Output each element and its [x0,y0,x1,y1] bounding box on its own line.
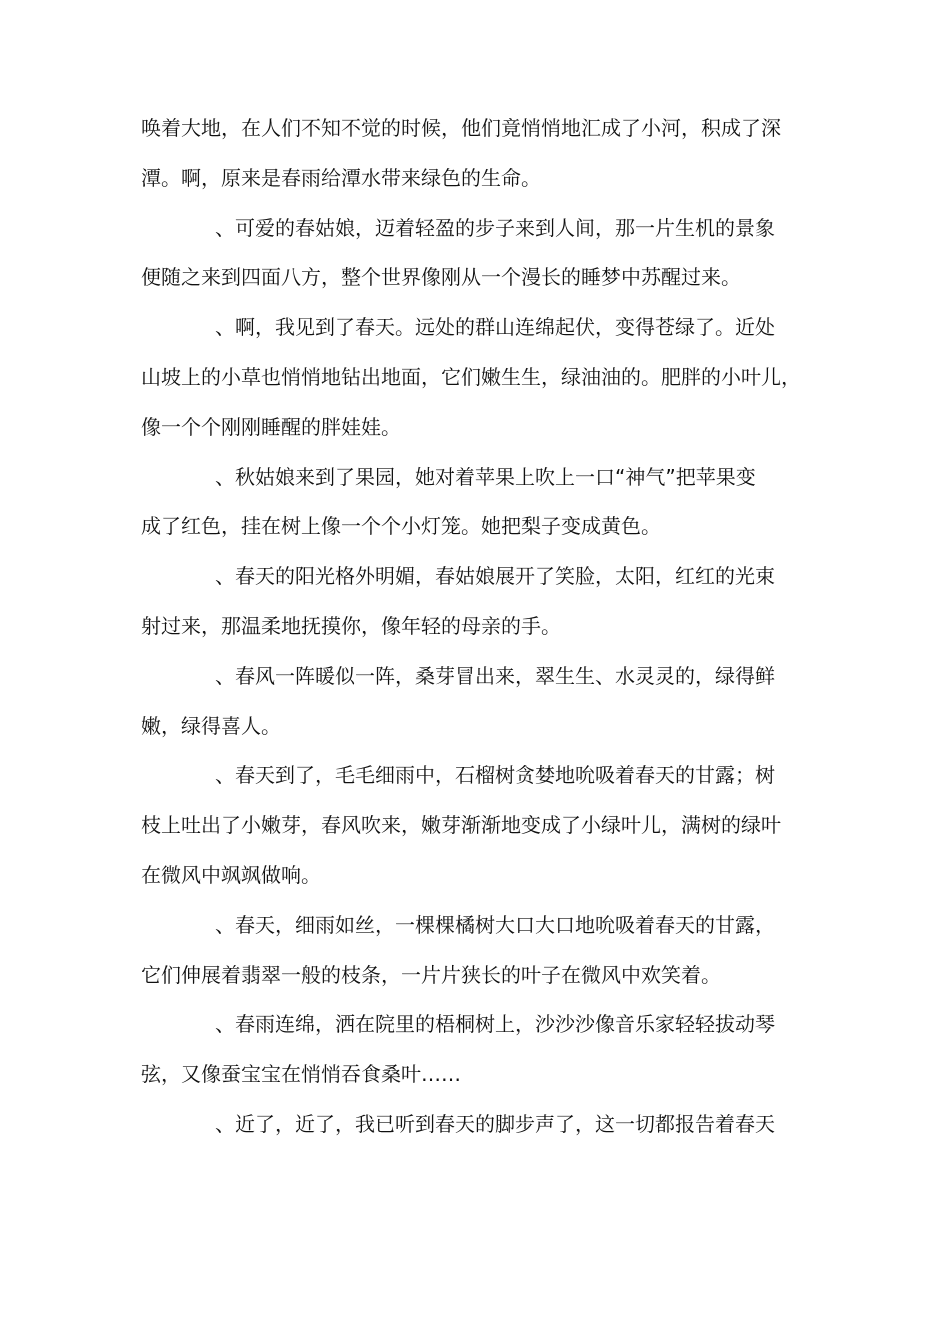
text-line: 、啊，我见到了春天。远处的群山连绵起伏，变得苍绿了。近处 [215,315,775,340]
text-line: 嫩，绿得喜人。 [141,713,281,738]
text-line: 山坡上的小草也悄悄地钻出地面，它们嫩生生，绿油油的。肥胖的小叶儿， [141,364,801,389]
text-line: 成了红色，挂在树上像一个个小灯笼。她把梨子变成黄色。 [141,514,661,539]
text-line: 潭。啊，原来是春雨给潭水带来绿色的生命。 [141,165,541,190]
text-line: 在微风中飒飒做响。 [141,862,321,887]
text-line: 、秋姑娘来到了果园，她对着苹果上吹上一口“神气”把苹果变 [215,464,756,489]
text-line: 像一个个刚刚睡醒的胖娃娃。 [141,414,401,439]
text-line: 、春天，细雨如丝，一棵棵橘树大口大口地吮吸着春天的甘露， [215,912,775,937]
text-line: 、春雨连绵，洒在院里的梧桐树上，沙沙沙像音乐家轻轻拔动琴 [215,1012,775,1037]
text-line: 它们伸展着翡翠一般的枝条，一片片狭长的叶子在微风中欢笑着。 [141,962,721,987]
text-line: 弦，又像蚕宝宝在悄悄吞食桑叶…… [141,1062,461,1087]
text-line: 、可爱的春姑娘，迈着轻盈的步子来到人间，那一片生机的景象 [215,215,775,240]
text-line: 、春天到了，毛毛细雨中，石榴树贪婪地吮吸着春天的甘露；树 [215,763,775,788]
text-line: 射过来，那温柔地抚摸你，像年轻的母亲的手。 [141,613,561,638]
text-line: 、春天的阳光格外明媚，春姑娘展开了笑脸，太阳，红红的光束 [215,564,775,589]
text-line: 便随之来到四面八方，整个世界像刚从一个漫长的睡梦中苏醒过来。 [141,265,741,290]
text-line: 、春风一阵暖似一阵，桑芽冒出来，翠生生、水灵灵的，绿得鲜 [215,663,775,688]
body-text [141,104,831,1150]
text-line: 枝上吐出了小嫩芽，春风吹来，嫩芽渐渐地变成了小绿叶儿，满树的绿叶 [141,813,781,838]
text-line: 唤着大地，在人们不知不觉的时候，他们竟悄悄地汇成了小河，积成了深 [141,116,781,140]
text-line: 、近了，近了，我已听到春天的脚步声了，这一切都报告着春天 [215,1111,775,1136]
